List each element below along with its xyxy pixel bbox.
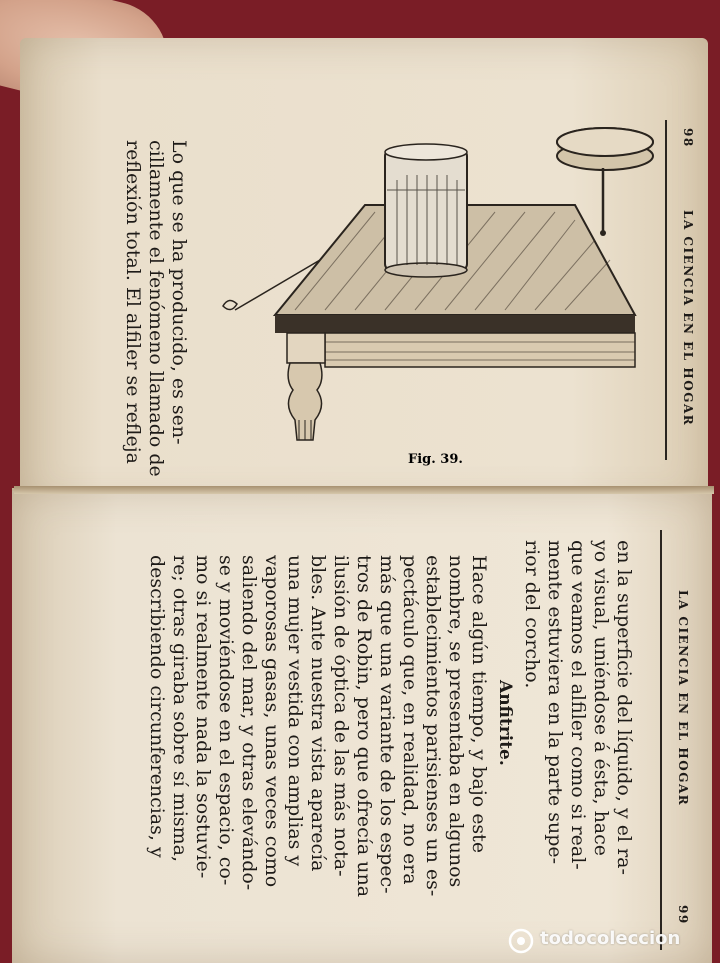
page-99-section-text (145, 555, 490, 955)
text-line: tros de Robin, pero que ofrecía una (353, 555, 375, 898)
page-99-running-head: LA CIENCIA EN EL HOGAR (676, 590, 690, 807)
section-title: Anfitrite. (495, 680, 515, 766)
page-98-running-head: LA CIENCIA EN EL HOGAR (681, 210, 695, 427)
text-line: Lo que se ha producido, es sen- (168, 140, 190, 445)
text-line: más que una variante de los espec- (376, 555, 398, 894)
page-99-continued-text (520, 540, 635, 940)
text-line: establecimientos parisienses un es- (422, 555, 444, 897)
text-line: rior del corcho. (521, 540, 543, 689)
page-99-header-rule (660, 530, 662, 950)
text-line: ilusión de óptica de las más nota- (330, 555, 352, 877)
text-line: mente estuviera en la parte supe- (544, 540, 566, 865)
text-line: cillamente el fenómeno llamado de (145, 140, 167, 477)
page-98-number: 98 (681, 128, 695, 148)
text-line: re; otras giraba sobre sí misma, (169, 555, 191, 863)
text-line: saliendo del mar, y otras elevándo- (238, 555, 260, 891)
text-line: vaporosas gasas, unas veces como (261, 555, 283, 888)
text-line: describiendo circunferencias, y (146, 555, 168, 858)
text-line: Hace algún tiempo, y bajo este (468, 555, 490, 854)
text-line: que veamos el alfiler como si real- (567, 540, 589, 870)
text-line: en la superficie del líquido, y el ra- (613, 540, 635, 875)
text-line: pectáculo que, en realidad, no era (399, 555, 421, 885)
figure-label: Fig. 39. (408, 452, 463, 467)
text-line: se y moviéndose en el espacio, co- (215, 555, 237, 886)
page-98-text (121, 140, 190, 477)
text-line: bles. Ante nuestra vista aparecía (307, 555, 329, 872)
text-line: una mujer vestida con amplias y (284, 555, 306, 867)
todocoleccion-logo-icon (508, 928, 534, 954)
figure-39-illustration (215, 120, 675, 460)
text-line: yo visual, uniéndose á ésta, hace (590, 540, 612, 857)
text-line: mo si realmente nada la sostuvie- (192, 555, 214, 879)
page-98-header-rule (665, 120, 667, 460)
text-line: nombre, se presentaba en algunos (445, 555, 467, 888)
page-99-number: 99 (676, 905, 690, 925)
text-line: reflexión total. El alfiler se refleja (122, 140, 144, 464)
book-gutter (14, 486, 714, 494)
watermark: todocoleccion (540, 928, 681, 949)
